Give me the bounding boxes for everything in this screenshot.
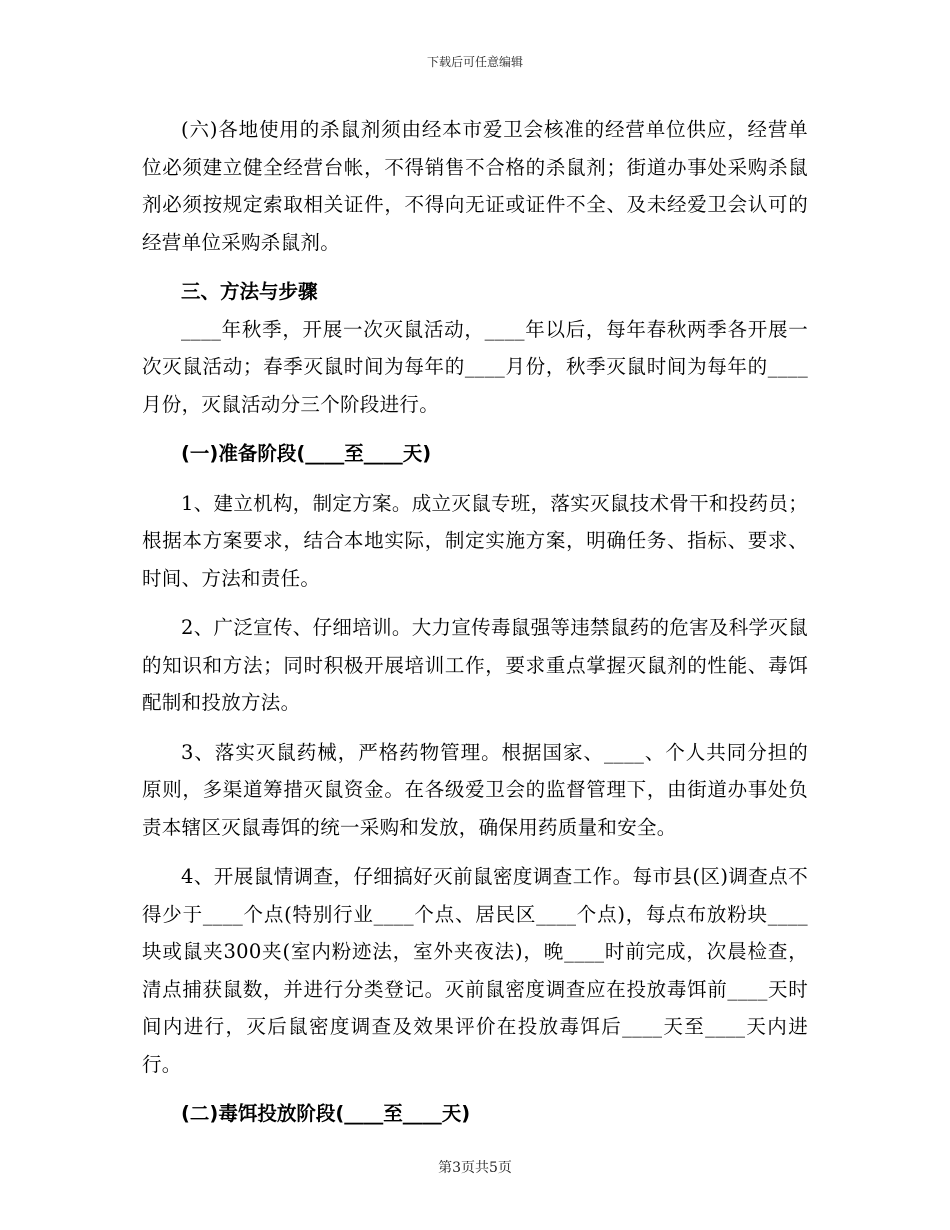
page-header: 下载后可任意编辑 — [426, 55, 523, 69]
page-footer: 第3页共5页 — [438, 1160, 512, 1176]
subheading-bait-stage: (二)毒饵投放阶段(____至____天) — [181, 1102, 471, 1125]
subheading-preparation-stage: (一)准备阶段(____至____天) — [181, 442, 432, 465]
paragraph-schedule: ____年秋季，开展一次灭鼠活动，____年以后，每年春秋两季各开展一次灭鼠活动；春季灭鼠时间为每年的____月份，秋季灭鼠时间为每年的____月份，灭鼠活动分三个阶段进行。 — [142, 317, 808, 416]
document-body — [142, 111, 808, 1133]
paragraph-item-1: 1、建立机构，制定方案。成立灭鼠专班，落实灭鼠技术骨干和投药员；根据本方案要求，结合本地实际，制定实施方案，明确任务、指标、要求、时间、方法和责任。 — [142, 491, 808, 590]
paragraph-rodenticide-supply: (六)各地使用的杀鼠剂须由经本市爱卫会核准的经营单位供应，经营单位必须建立健全经营台帐，不得销售不合格的杀鼠剂；街道办事处采购杀鼠剂必须按规定索取相关证件，不得向无证或证件不全、及未经爱卫会认可的经营单位采购杀鼠剂。 — [142, 118, 808, 254]
paragraph-item-2: 2、广泛宣传、仔细培训。大力宣传毒鼠强等违禁鼠药的危害及科学灭鼠的知识和方法；同时积极开展培训工作，要求重点掌握灭鼠剂的性能、毒饵配制和投放方法。 — [142, 616, 808, 714]
paragraph-item-3: 3、落实灭鼠药械，严格药物管理。根据国家、____、个人共同分担的原则，多渠道筹措灭鼠资金。在各级爱卫会的监督管理下，由街道办事处负责本辖区灭鼠毒饵的统一采购和发放，确保用药质量和安全。 — [142, 740, 808, 839]
paragraph-item-4: 4、开展鼠情调查，仔细搞好灭前鼠密度调查工作。每市县(区)调查点不得少于____个点(特别行业____个点、居民区____个点)，每点布放粉块____块或鼠夹300夹(室内粉迹法，室外夹夜法)，晚____时前完成，次晨检查，清点捕获鼠数，并进行分类登记。灭前鼠密度调查应在投放毒饵前____天时间内进行，灭后鼠密度调查及效果评价在投放毒饵后____天至____天内进行。 — [142, 865, 808, 1076]
section-heading-methods: 三、方法与步骤 — [181, 280, 318, 303]
